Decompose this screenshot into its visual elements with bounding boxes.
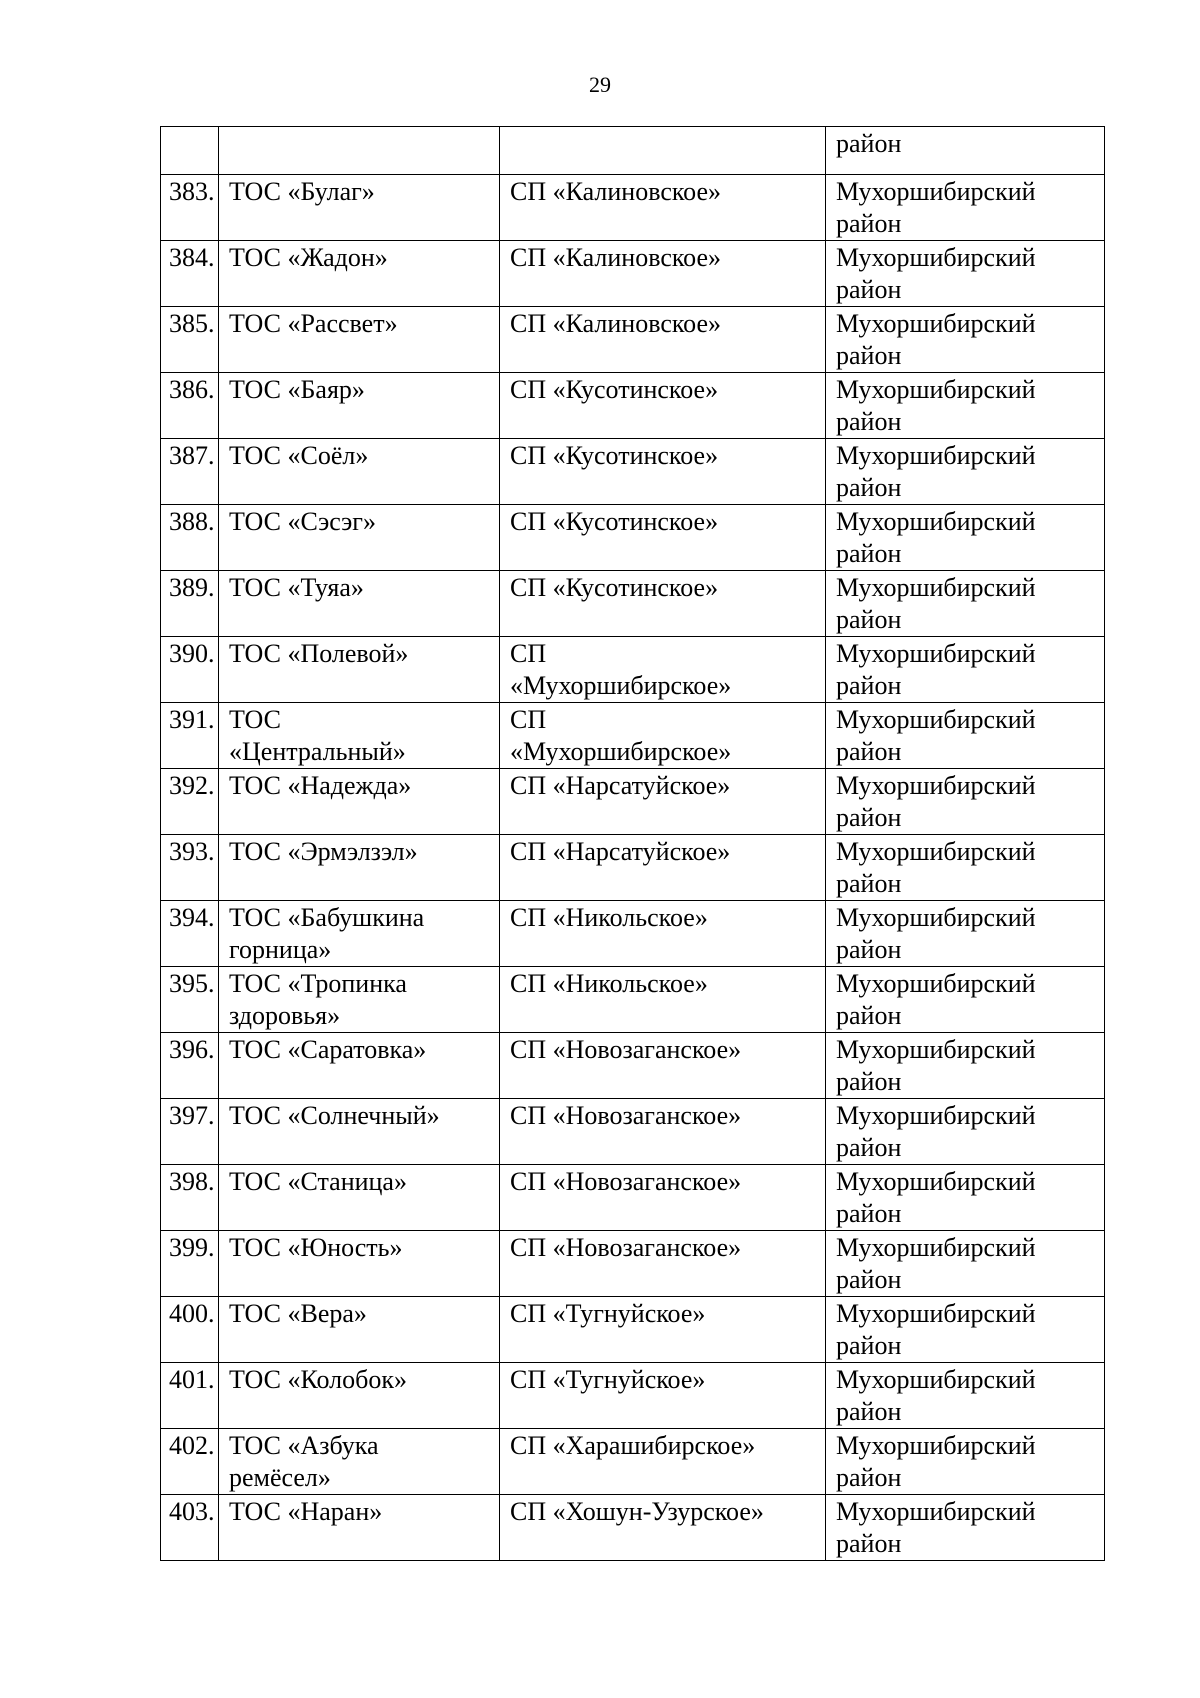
settlement-cell (500, 769, 826, 835)
settlement-line: СП «Новозаганское» (510, 1035, 742, 1064)
settlement-cell (500, 1099, 826, 1165)
district-line: Мухоршибирский (836, 837, 1036, 866)
district-cell (826, 1165, 1105, 1231)
settlement-line: СП «Калиновское» (510, 309, 722, 338)
table-row (161, 703, 1105, 769)
district-line: район (836, 407, 902, 436)
district-line: Мухоршибирский (836, 1365, 1036, 1394)
tos-name-line: ТОС «Эрмэлзэл» (229, 837, 418, 866)
district-cell (826, 175, 1105, 241)
district-cell (826, 505, 1105, 571)
row-number-cell: 389. (161, 571, 219, 637)
tos-name-cell (219, 1297, 500, 1363)
tos-name-line: ТОС «Бабушкина (229, 903, 425, 932)
district-line: район (836, 129, 902, 158)
district-line: район (836, 1463, 902, 1492)
row-number-cell: 384. (161, 241, 219, 307)
district-line: район (836, 1067, 902, 1096)
district-line: Мухоршибирский (836, 771, 1036, 800)
district-line: район (836, 275, 902, 304)
row-number-cell: 403. (161, 1495, 219, 1561)
tos-name-line: ТОС «Юность» (229, 1233, 403, 1262)
tos-name-cell (219, 1231, 500, 1297)
district-line: Мухоршибирский (836, 1035, 1036, 1064)
tos-name-line: ТОС «Тропинка (229, 969, 407, 998)
tos-name-line: ТОС «Колобок» (229, 1365, 408, 1394)
table-row (161, 1495, 1105, 1561)
tos-name-cell (219, 1429, 500, 1495)
tos-name-line: ТОС «Надежда» (229, 771, 412, 800)
row-number-cell (161, 127, 219, 175)
row-number-cell: 388. (161, 505, 219, 571)
table-row (161, 769, 1105, 835)
tos-name-line: ТОС «Саратовка» (229, 1035, 427, 1064)
tos-name-cell (219, 373, 500, 439)
settlement-line: СП «Новозаганское» (510, 1101, 742, 1130)
tos-name-line: ТОС «Рассвет» (229, 309, 398, 338)
settlement-cell (500, 1363, 826, 1429)
district-cell (826, 373, 1105, 439)
district-line: район (836, 605, 902, 634)
district-cell (826, 637, 1105, 703)
tos-name-cell (219, 769, 500, 835)
tos-name-line: ТОС «Соёл» (229, 441, 369, 470)
district-cell (826, 967, 1105, 1033)
settlement-line: СП «Кусотинское» (510, 441, 719, 470)
district-cell (826, 835, 1105, 901)
row-number-cell: 399. (161, 1231, 219, 1297)
table-row (161, 835, 1105, 901)
tos-name-line: ТОС «Булаг» (229, 177, 375, 206)
settlement-cell (500, 967, 826, 1033)
table-row (161, 1297, 1105, 1363)
district-cell (826, 1099, 1105, 1165)
settlement-cell (500, 901, 826, 967)
row-number-cell: 395. (161, 967, 219, 1033)
row-number-cell: 396. (161, 1033, 219, 1099)
settlement-cell (500, 1297, 826, 1363)
table-row (161, 637, 1105, 703)
tos-name-cell (219, 703, 500, 769)
tos-name-line: ТОС «Жадон» (229, 243, 388, 272)
row-number-cell: 400. (161, 1297, 219, 1363)
tos-name-cell (219, 1165, 500, 1231)
settlement-line: «Мухоршибирское» (510, 737, 732, 766)
tos-name-line: ТОС «Станица» (229, 1167, 407, 1196)
tos-name-line: ТОС «Сэсэг» (229, 507, 376, 536)
tos-name-line: ТОС «Наран» (229, 1497, 383, 1526)
tos-name-cell (219, 1495, 500, 1561)
settlement-line: СП «Новозаганское» (510, 1233, 742, 1262)
settlement-cell (500, 1033, 826, 1099)
row-number-cell: 383. (161, 175, 219, 241)
row-number-cell: 401. (161, 1363, 219, 1429)
tos-name-cell (219, 1033, 500, 1099)
district-line: Мухоршибирский (836, 177, 1036, 206)
settlement-line: СП «Нарсатуйское» (510, 771, 731, 800)
row-number-cell: 385. (161, 307, 219, 373)
district-cell (826, 1495, 1105, 1561)
district-cell (826, 703, 1105, 769)
table-row (161, 439, 1105, 505)
district-cell (826, 901, 1105, 967)
row-number-cell: 387. (161, 439, 219, 505)
district-cell (826, 571, 1105, 637)
tos-name-cell (219, 835, 500, 901)
tos-name-cell (219, 571, 500, 637)
tos-name-cell (219, 967, 500, 1033)
district-cell (826, 1033, 1105, 1099)
district-line: район (836, 209, 902, 238)
district-line: Мухоршибирский (836, 1233, 1036, 1262)
settlement-line: СП «Калиновское» (510, 177, 722, 206)
table-row (161, 1165, 1105, 1231)
district-line: район (836, 1199, 902, 1228)
tos-name-line: ТОС «Полевой» (229, 639, 409, 668)
settlement-line: «Мухоршибирское» (510, 671, 732, 700)
row-number-cell: 402. (161, 1429, 219, 1495)
tos-name-cell (219, 1363, 500, 1429)
table-row (161, 967, 1105, 1033)
district-line: Мухоршибирский (836, 507, 1036, 536)
district-cell (826, 307, 1105, 373)
tos-name-line: ТОС «Солнечный» (229, 1101, 440, 1130)
district-line: район (836, 539, 902, 568)
settlement-cell (500, 373, 826, 439)
row-number-cell: 386. (161, 373, 219, 439)
settlement-cell (500, 1165, 826, 1231)
settlement-cell (500, 1495, 826, 1561)
table-row (161, 241, 1105, 307)
district-line: Мухоршибирский (836, 243, 1036, 272)
row-number-cell: 392. (161, 769, 219, 835)
district-line: район (836, 473, 902, 502)
district-line: район (836, 869, 902, 898)
district-line: Мухоршибирский (836, 573, 1036, 602)
district-line: Мухоршибирский (836, 1497, 1036, 1526)
settlement-cell (500, 835, 826, 901)
district-line: Мухоршибирский (836, 375, 1036, 404)
table-row (161, 505, 1105, 571)
district-line: Мухоршибирский (836, 309, 1036, 338)
settlement-cell (500, 1231, 826, 1297)
settlement-cell (500, 637, 826, 703)
table-row (161, 571, 1105, 637)
row-number-cell: 398. (161, 1165, 219, 1231)
settlement-line: СП «Новозаганское» (510, 1167, 742, 1196)
tos-name-cell (219, 175, 500, 241)
settlement-cell (500, 505, 826, 571)
tos-registry-table (160, 126, 1105, 1561)
table-row (161, 1231, 1105, 1297)
continuation-row (161, 127, 1105, 175)
settlement-line: СП «Кусотинское» (510, 375, 719, 404)
table-row (161, 175, 1105, 241)
settlement-cell (500, 571, 826, 637)
district-line: район (836, 341, 902, 370)
district-line: район (836, 737, 902, 766)
table-row (161, 1099, 1105, 1165)
table-row (161, 373, 1105, 439)
table-row (161, 1429, 1105, 1495)
district-line: Мухоршибирский (836, 1101, 1036, 1130)
district-cell (826, 439, 1105, 505)
settlement-line: СП «Никольское» (510, 903, 708, 932)
tos-name-cell (219, 127, 500, 175)
settlement-line: СП «Кусотинское» (510, 507, 719, 536)
tos-name-cell (219, 307, 500, 373)
settlement-line: СП «Тугнуйское» (510, 1299, 706, 1328)
district-line: Мухоршибирский (836, 969, 1036, 998)
district-cell (826, 1429, 1105, 1495)
row-number-cell: 390. (161, 637, 219, 703)
settlement-line: СП (510, 639, 547, 668)
district-line: район (836, 1397, 902, 1426)
tos-name-line: ТОС «Вера» (229, 1299, 367, 1328)
district-cell (826, 127, 1105, 175)
tos-name-cell (219, 901, 500, 967)
tos-name-line: «Центральный» (229, 737, 406, 766)
district-line: район (836, 1001, 902, 1030)
district-line: Мухоршибирский (836, 1299, 1036, 1328)
district-line: район (836, 1265, 902, 1294)
settlement-line: СП «Тугнуйское» (510, 1365, 706, 1394)
settlement-cell (500, 439, 826, 505)
row-number-cell: 391. (161, 703, 219, 769)
tos-name-line: здоровья» (229, 1001, 341, 1030)
table-body (161, 127, 1105, 1561)
district-line: район (836, 1529, 902, 1558)
settlement-line: СП «Хошун-Узурское» (510, 1497, 764, 1526)
tos-name-line: ТОС (229, 705, 281, 734)
tos-name-cell (219, 241, 500, 307)
table-row (161, 307, 1105, 373)
district-line: Мухоршибирский (836, 705, 1036, 734)
table-row (161, 901, 1105, 967)
settlement-cell (500, 127, 826, 175)
tos-name-line: ремёсел» (229, 1463, 331, 1492)
row-number-cell: 394. (161, 901, 219, 967)
settlement-line: СП «Кусотинское» (510, 573, 719, 602)
district-line: район (836, 935, 902, 964)
district-line: район (836, 1133, 902, 1162)
tos-name-line: ТОС «Азбука (229, 1431, 379, 1460)
district-cell (826, 1231, 1105, 1297)
settlement-line: СП (510, 705, 547, 734)
row-number-cell: 393. (161, 835, 219, 901)
district-line: район (836, 1331, 902, 1360)
district-line: район (836, 803, 902, 832)
tos-name-line: ТОС «Туяа» (229, 573, 364, 602)
page-number: 29 (589, 72, 611, 97)
tos-name-cell (219, 1099, 500, 1165)
settlement-line: СП «Никольское» (510, 969, 708, 998)
district-line: Мухоршибирский (836, 1167, 1036, 1196)
settlement-cell (500, 1429, 826, 1495)
district-cell (826, 1363, 1105, 1429)
district-cell (826, 769, 1105, 835)
settlement-cell (500, 703, 826, 769)
district-line: Мухоршибирский (836, 1431, 1036, 1460)
settlement-line: СП «Калиновское» (510, 243, 722, 272)
settlement-cell (500, 307, 826, 373)
district-line: Мухоршибирский (836, 639, 1036, 668)
settlement-cell (500, 175, 826, 241)
tos-name-line: горница» (229, 935, 332, 964)
tos-name-line: ТОС «Баяр» (229, 375, 365, 404)
tos-name-cell (219, 439, 500, 505)
settlement-line: СП «Харашибирское» (510, 1431, 756, 1460)
district-cell (826, 1297, 1105, 1363)
district-line: район (836, 671, 902, 700)
row-number-cell: 397. (161, 1099, 219, 1165)
settlement-line: СП «Нарсатуйское» (510, 837, 731, 866)
tos-name-cell (219, 637, 500, 703)
district-line: Мухоршибирский (836, 903, 1036, 932)
tos-name-cell (219, 505, 500, 571)
settlement-cell (500, 241, 826, 307)
table-row (161, 1033, 1105, 1099)
district-line: Мухоршибирский (836, 441, 1036, 470)
district-cell (826, 241, 1105, 307)
table-row (161, 1363, 1105, 1429)
